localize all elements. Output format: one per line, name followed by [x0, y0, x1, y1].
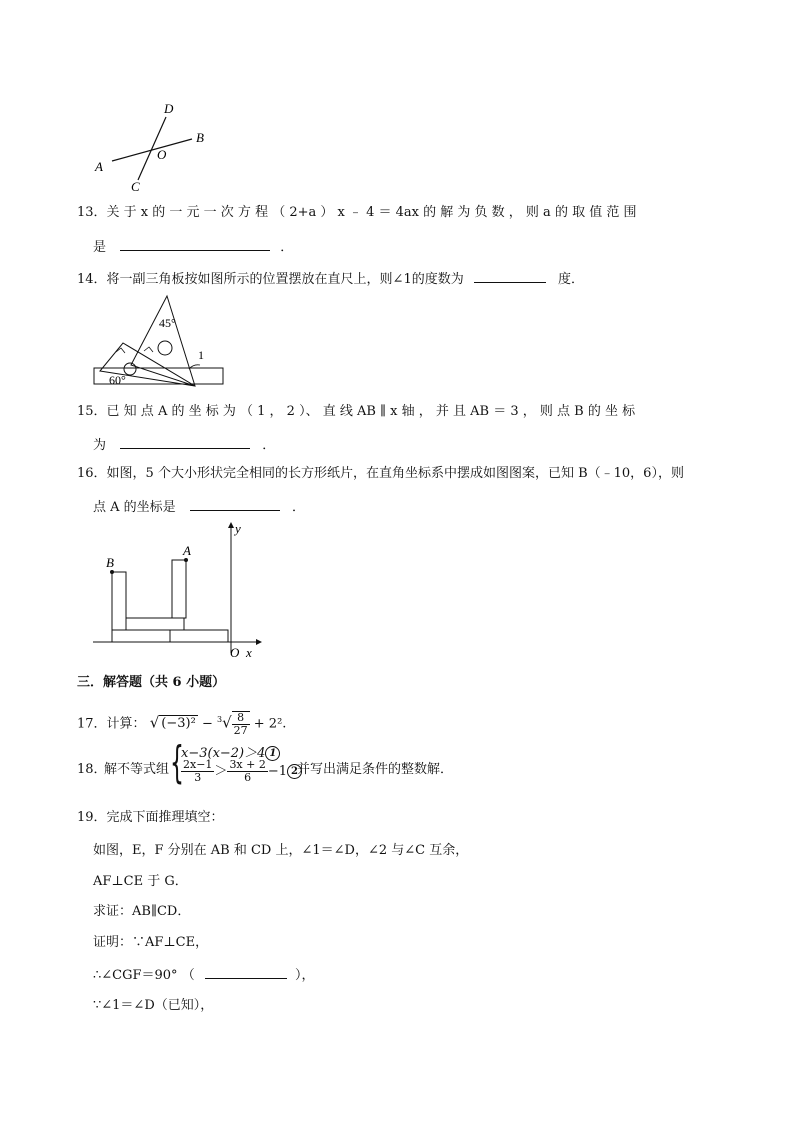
inequality-1-text: x−3(x−2)＞4 — [181, 746, 266, 761]
question-14-answer-blank[interactable] — [474, 268, 546, 283]
question-14-text-pre: 将一副三角板按如图所示的位置摆放在直尺上，则∠1的度数为 — [106, 272, 464, 287]
point-b — [110, 570, 114, 574]
brace: { — [170, 737, 184, 788]
sqrt-sign: √ — [149, 713, 160, 732]
question-13-line2-post: ． — [280, 240, 294, 255]
label-c: C — [131, 179, 140, 194]
question-15-number: 15． — [77, 404, 107, 419]
question-18-number: 18． — [77, 762, 107, 777]
label-y: y — [235, 521, 241, 536]
minus-sign: − — [201, 716, 213, 732]
question-19-title — [77, 808, 224, 828]
label-a: A — [95, 159, 103, 174]
question-19-line-5 — [93, 964, 315, 986]
question-19-line-6: ∵∠1＝∠D（已知）， — [93, 998, 214, 1013]
label-b: B — [196, 130, 204, 145]
angle-1-label: 1 — [198, 348, 204, 362]
circled-1: 1 — [265, 746, 280, 761]
question-16-line1 — [77, 464, 684, 484]
question-13-line1 — [77, 203, 636, 223]
question-19-line-5-pre: ∴∠CGF＝90° （ — [93, 968, 195, 983]
question-16-answer-blank[interactable] — [190, 496, 280, 511]
question-16-line2-post: ． — [291, 500, 305, 515]
question-15-answer-blank[interactable] — [120, 434, 250, 449]
x-axis-arrow — [256, 639, 262, 645]
minus-one: −1 — [267, 764, 288, 779]
fraction-numerator: 8 — [232, 712, 250, 725]
greater-than: ＞ — [214, 764, 228, 779]
right-angle-mark-2 — [116, 348, 125, 353]
rect-left-vertical — [112, 572, 126, 630]
question-19-title-text: 完成下面推理填空： — [106, 810, 224, 825]
question-15-line1 — [77, 402, 635, 422]
question-19-line-2: AF⊥CE 于 G． — [93, 874, 188, 889]
question-16-line2-pre: 点 A 的坐标是 — [93, 500, 176, 515]
question-16-number: 16． — [77, 466, 107, 481]
question-15-line2 — [93, 434, 275, 456]
rect-middle-horizontal — [126, 618, 184, 630]
question-17-number: 17． — [77, 716, 107, 732]
question-16-line2 — [93, 496, 305, 518]
label-o: O — [230, 645, 240, 660]
rect-bottom-right — [170, 630, 228, 642]
fraction-1-den: 3 — [194, 771, 202, 784]
cbrt-sign: √ — [222, 713, 232, 732]
circled-2: 2 — [287, 764, 302, 779]
question-15-line2-pre: 为 — [93, 438, 107, 453]
angle-60-label: 60° — [109, 373, 126, 387]
label-b: B — [106, 555, 114, 570]
point-a — [184, 558, 188, 562]
cbrt-fraction — [232, 711, 250, 737]
hole-45 — [158, 341, 172, 355]
fraction-1-num: 2x−1 — [183, 758, 213, 771]
fraction-1 — [181, 759, 214, 784]
figure-triangles-ruler — [92, 293, 227, 388]
question-15-line2-post: ． — [262, 438, 276, 453]
question-14-line — [77, 268, 584, 290]
question-19-line-3: 求证：AB∥CD． — [93, 904, 191, 919]
figure-intersecting-lines — [90, 98, 220, 194]
plus-term: + 2². — [253, 716, 287, 732]
question-19-number: 19． — [77, 810, 107, 825]
angle-45-label: 45° — [159, 316, 176, 330]
rect-bottom-left — [112, 630, 170, 642]
fraction-2 — [227, 759, 267, 784]
question-18-suffix: 并写出满足条件的整数解． — [297, 762, 454, 777]
rect-right-vertical — [172, 560, 186, 618]
line-ab — [112, 139, 192, 161]
figure-rectangles-coordinate — [90, 520, 265, 660]
question-13-line2 — [93, 236, 293, 258]
section-3-title: 三．解答题（共 6 小题） — [77, 675, 226, 690]
label-a: A — [183, 543, 191, 558]
question-17-line — [77, 708, 286, 737]
question-16-text: 如图，5 个大小形状完全相同的长方形纸片，在直角坐标系中摆成如图图案，已知 B（﹣10，6），则 — [106, 466, 684, 481]
question-13-number: 13． — [77, 205, 107, 220]
question-13-text: 关 于 x 的 一 元 一 次 方 程 （ 2+a ） x ﹣ 4 ＝ 4ax 的 解 为 负 数 ， 则 a 的 取 值 范 围 — [106, 205, 637, 220]
question-18-label: 解不等式组 — [104, 762, 170, 777]
question-13-answer-blank[interactable] — [120, 236, 270, 251]
question-19-line-1: 如图，E，F 分别在 AB 和 CD 上，∠1＝∠D，∠2 与∠C 互余， — [93, 843, 469, 858]
y-axis-arrow — [228, 522, 234, 528]
fraction-2-num: 3x + 2 — [229, 758, 266, 771]
question-19-line-5-post: ）， — [294, 968, 315, 983]
fraction-denominator: 27 — [233, 723, 248, 737]
question-18 — [77, 737, 577, 792]
question-19-line-4: 证明：∵AF⊥CE， — [93, 935, 209, 950]
question-14-number: 14． — [77, 272, 107, 287]
question-17-label: 计算： — [106, 716, 146, 732]
fraction-2-den: 6 — [244, 771, 252, 784]
question-14-text-post: 度． — [558, 272, 585, 287]
question-13-line2-pre: 是 — [93, 240, 107, 255]
right-angle-mark — [144, 347, 153, 352]
inequality-2 — [181, 759, 302, 784]
sqrt-radicand: (−3)² — [161, 716, 196, 732]
label-x: x — [246, 645, 252, 660]
question-19-answer-blank[interactable] — [205, 964, 287, 979]
question-15-text: 已 知 点 A 的 坐 标 为 （ 1 ， 2 ）、 直 线 AB ∥ x 轴 ， 并 且 AB ＝ 3 ， 则 点 B 的 坐 标 — [106, 404, 636, 419]
label-d: D — [164, 101, 174, 116]
cbrt-index: 3 — [216, 715, 223, 724]
label-o: O — [157, 147, 167, 162]
